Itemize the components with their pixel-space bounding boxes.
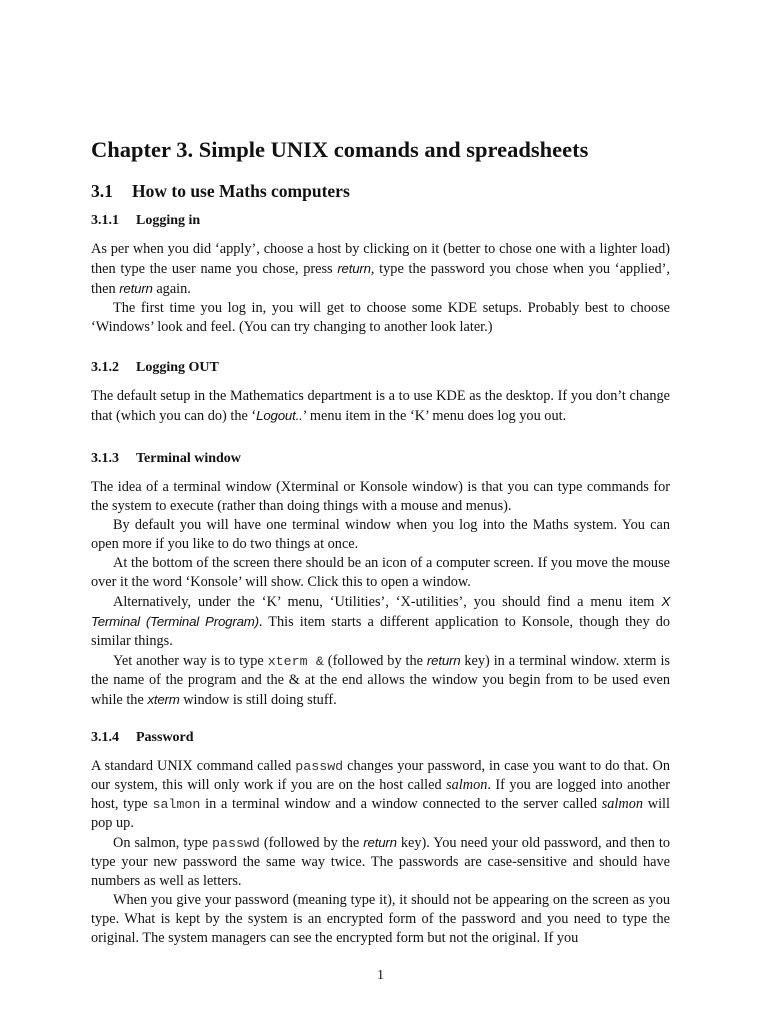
paragraph: Yet another way is to type xterm & (followed by the return key) in a terminal window. xterm is the name of the program and the & at the end allows the window you begin from to be used even while the xterm window is still doing stuff. <box>91 653 670 708</box>
paragraph: When you give your password (meaning type it), it should not be appearing on the screen as you type. What is kept by the system is an encrypted form of the password and you need to type the original. The system managers can see the encrypted form but not the original. If you <box>91 892 670 946</box>
subsection-title: Password <box>136 730 194 745</box>
chapter-title: Chapter 3. Simple UNIX comands and spreadsheets <box>91 137 589 162</box>
subsection-heading-logging-in <box>91 211 670 230</box>
paragraph: By default you will have one terminal window when you log into the Maths system. You can open more if you like to do two things at once. <box>91 517 670 552</box>
subsection-heading-password <box>91 728 670 747</box>
section-title: How to use Maths computers <box>132 181 350 201</box>
paragraph: Alternatively, under the ‘K’ menu, ‘Utilities’, ‘X-utilities’, you should find a menu item X Terminal (Terminal Program). This item starts a different application to Konsole, though they do similar things. <box>91 594 670 649</box>
section-number: 3.1 <box>91 181 113 201</box>
paragraph: The idea of a terminal window (Xterminal or Konsole window) is that you can type commands for the system to execute (rather than doing things with a mouse and menus). <box>91 479 670 514</box>
subsection-number: 3.1.2 <box>91 360 119 375</box>
paragraph: At the bottom of the screen there should be an icon of a computer screen. If you move the mouse over it the word ‘Konsole’ will show. Click this to open a window. <box>91 555 670 590</box>
paragraph: On salmon, type passwd (followed by the return key). You need your old password, and then to type your new password the same way twice. The passwords are case-sensitive and should have numbers as well as letters. <box>91 835 670 889</box>
subsection-body-terminal-window <box>91 478 670 710</box>
paragraph: The default setup in the Mathematics department is a to use KDE as the desktop. If you don’t change that (which you can do) the ‘Logout..’ menu item in the ‘K’ menu does log you out. <box>91 388 670 424</box>
subsection-body-logging-out <box>91 387 670 426</box>
subsection-title: Terminal window <box>136 451 241 466</box>
subsection-number: 3.1.1 <box>91 213 119 228</box>
section-heading <box>91 180 670 202</box>
subsection-body-password <box>91 757 670 948</box>
subsection-number: 3.1.4 <box>91 730 119 745</box>
page-number: 1 <box>377 968 384 983</box>
subsection-title: Logging in <box>136 213 201 228</box>
paragraph: A standard UNIX command called passwd changes your password, in case you want to do that. On our system, this will only work if you are on the host called salmon. If you are logged into another host, type salmon in a terminal window and a window connected to the server called salmon will pop up. <box>91 758 671 831</box>
paragraph: As per when you did ‘apply’, choose a host by clicking on it (better to chose one with a lighter load) then type the user name you chose, press return, type the password you chose when you ‘applied’, then return again. <box>91 241 670 297</box>
subsection-number: 3.1.3 <box>91 451 119 466</box>
subsection-heading-logging-out <box>91 358 670 377</box>
subsection-body-logging-in <box>91 240 670 337</box>
subsection-title: Logging OUT <box>136 360 219 375</box>
subsection-heading-terminal-window <box>91 449 670 468</box>
paragraph: The first time you log in, you will get to choose some KDE setups. Probably best to choose ‘Windows’ look and feel. (You can try changing to another look later.) <box>91 300 670 335</box>
